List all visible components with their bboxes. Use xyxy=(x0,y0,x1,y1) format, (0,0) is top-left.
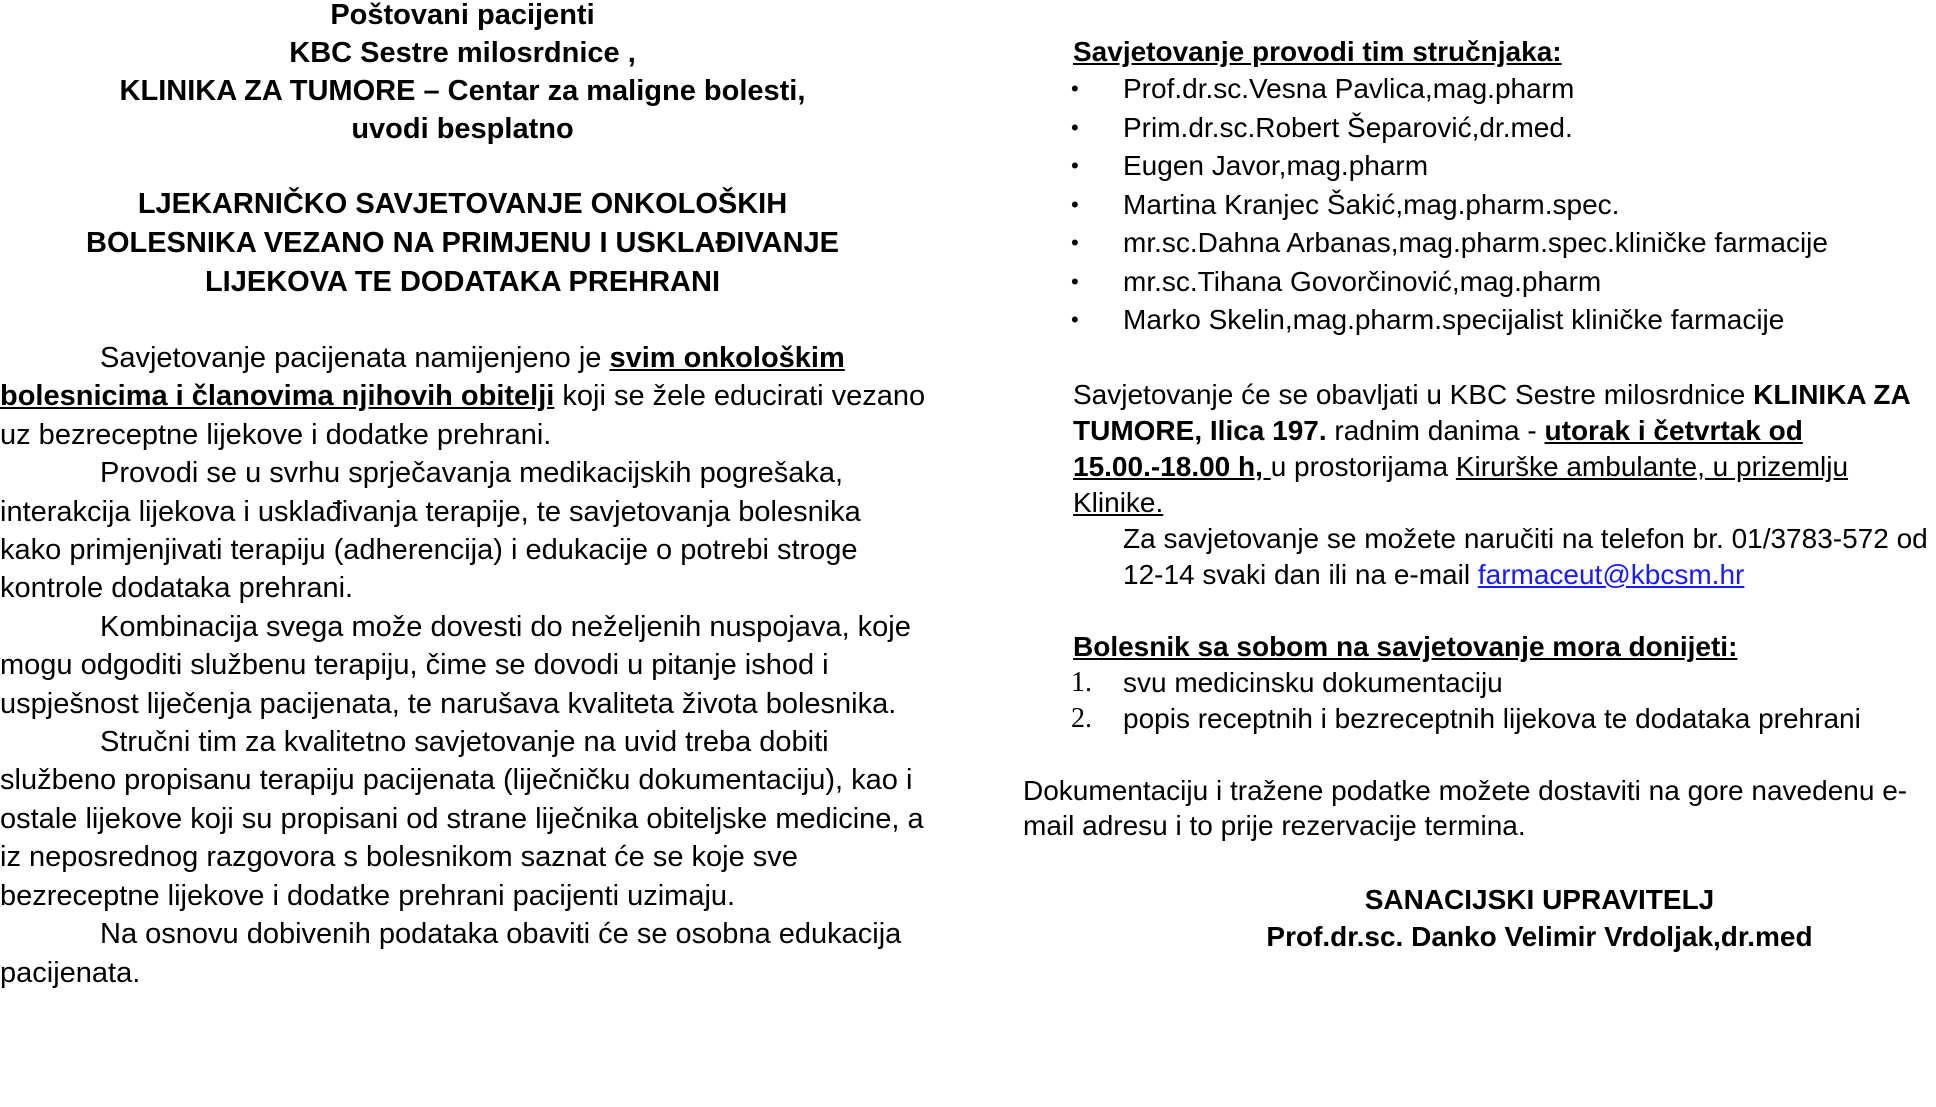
bullet-icon: • xyxy=(1071,76,1079,101)
signature-block xyxy=(1023,881,1936,955)
location-paragraph xyxy=(1023,377,1936,593)
signature-role: SANACIJSKI UPRAVITELJ xyxy=(1364,883,1715,915)
team-member xyxy=(1023,147,1936,186)
paragraph-1-emphasis: svim onkološkim bolesnicima i članovima njihovih obitelji xyxy=(0,342,845,413)
bring-heading: Bolesnik sa sobom na savjetovanje mora donijeti: xyxy=(1073,630,1738,662)
header-line-3: KLINIKA ZA TUMORE – Centar za maligne bolesti, xyxy=(119,75,806,107)
team-member-name: Eugen Javor,mag.pharm xyxy=(1123,150,1429,181)
bring-list xyxy=(1023,665,1936,737)
left-column xyxy=(0,0,930,992)
team-member-name: Marko Skelin,mag.pharm.specijalist kliničke farmacije xyxy=(1123,304,1785,335)
bring-item-number: 2. xyxy=(1071,702,1092,734)
contact-text xyxy=(1023,521,1936,593)
team-heading: Savjetovanje provodi tim stručnjaka: xyxy=(1073,36,1562,67)
location-schedule: utorak i četvrtak od 15.00.-18.00 h, xyxy=(1073,414,1803,482)
header-line-4: uvodi besplatno xyxy=(351,113,574,145)
team-member-name: mr.sc.Dahna Arbanas,mag.pharm.spec.kliničke farmacije xyxy=(1123,227,1828,258)
team-list xyxy=(1023,70,1936,340)
header xyxy=(0,0,925,148)
team-member xyxy=(1023,224,1936,263)
title-line-3: LIJEKOVA TE DODATAKA PREHRANI xyxy=(204,266,721,298)
paragraph-expert-team: Stručni tim za kvalitetno savjetovanje na uvid treba dobiti službeno propisanu terapiju pacijenata (liječničku dokumentaciju), kao i ostale lijekove koji su propisani od strane liječnika obiteljske medicine, a iz neposrednog razgovora s bolesnikom saznat će se koje sve bezreceptne lijekove i dodatke prehrani pacijenti uzimaju. xyxy=(0,726,924,912)
team-member xyxy=(1023,109,1936,148)
email-link[interactable]: farmaceut@kbcsm.hr xyxy=(1477,558,1745,590)
team-member xyxy=(1023,186,1936,225)
title-line-2: BOLESNIKA VEZANO NA PRIMJENU I USKLAĐIVANJE xyxy=(86,227,839,259)
team-member-name: Martina Kranjec Šakić,mag.pharm.spec. xyxy=(1123,188,1620,220)
bring-item-text: svu medicinsku dokumentaciju xyxy=(1123,666,1503,698)
team-member xyxy=(1023,301,1936,340)
bring-item xyxy=(1023,701,1936,737)
bring-item-number: 1. xyxy=(1071,666,1092,698)
bring-item xyxy=(1023,665,1936,701)
bullet-icon: • xyxy=(1071,153,1079,178)
location-text xyxy=(1023,377,1936,521)
paragraph-intended-for xyxy=(0,339,930,454)
contact-intro: Za savjetovanje se možete naručiti na telefon br. 01/3783-572 od 12-14 svaki dan ili na e-mail xyxy=(1123,522,1928,590)
bullet-icon: • xyxy=(1071,307,1079,332)
team-member xyxy=(1023,263,1936,302)
team-member xyxy=(1023,70,1936,109)
document-title xyxy=(0,185,925,302)
paragraph-side-effects: Kombinacija svega može dovesti do neželjenih nuspojava, koje mogu odgoditi službenu terapiju, čime se dovodi u pitanje ishod i uspješnost liječenja pacijenata, te narušava kvaliteta života bolesnika. xyxy=(0,610,911,720)
signature-name: Prof.dr.sc. Danko Velimir Vrdoljak,dr.med xyxy=(1266,920,1813,952)
location-days-intro: radnim danima - xyxy=(1326,414,1545,446)
bullet-icon: • xyxy=(1071,114,1079,140)
documentation-note: Dokumentaciju i tražene podatke možete dostaviti na gore navedenu e-mail adresu i to prije rezervacije termina. xyxy=(1023,774,1908,841)
header-line-2: KBC Sestre milosrdnice , xyxy=(289,37,636,69)
paragraph-education: Na osnovu dobivenih podataka obaviti će se osobna edukacija pacijenata. xyxy=(0,918,902,989)
team-member-name: Prof.dr.sc.Vesna Pavlica,mag.pharm xyxy=(1123,73,1575,104)
right-column xyxy=(1023,0,1936,955)
location-rooms: Kirurške ambulante, u prizemlju Klinike. xyxy=(1073,450,1849,518)
team-member-name: Prim.dr.sc.Robert Šeparović,dr.med. xyxy=(1123,111,1573,143)
title-line-1: LJEKARNIČKO SAVJETOVANJE ONKOLOŠKIH xyxy=(137,188,788,220)
bring-item-text: popis receptnih i bezreceptnih lijekova te dodataka prehrani xyxy=(1123,702,1861,734)
bullet-icon: • xyxy=(1071,268,1079,294)
header-line-1: Poštovani pacijenti xyxy=(330,0,595,31)
bullet-icon: • xyxy=(1071,230,1079,255)
location-rooms-intro: u prostorijama xyxy=(1270,450,1456,482)
left-body-text xyxy=(0,339,930,992)
team-member-name: mr.sc.Tihana Govorčinović,mag.pharm xyxy=(1123,265,1602,297)
paragraph-purpose: Provodi se u svrhu sprječavanja medikacijskih pogrešaka, interakcija lijekova i usklađivanja terapije, te savjetovanja bolesnika kako primjenjivati terapiju (adherencija) i edukacije o potrebi stroge kontrole dodataka prehrani. xyxy=(0,457,861,605)
location-clinic: KLINIKA ZA TUMORE, Ilica 197. xyxy=(1073,378,1910,446)
paragraph-1-end: koji se žele educirati vezano uz bezreceptne lijekove i dodatke prehrani. xyxy=(0,380,926,451)
location-intro: Savjetovanje će se obavljati u KBC Sestre milosrdnice xyxy=(1073,378,1754,410)
bullet-icon: • xyxy=(1071,191,1079,217)
paragraph-1-start: Savjetovanje pacijenata namijenjeno je xyxy=(100,342,610,374)
